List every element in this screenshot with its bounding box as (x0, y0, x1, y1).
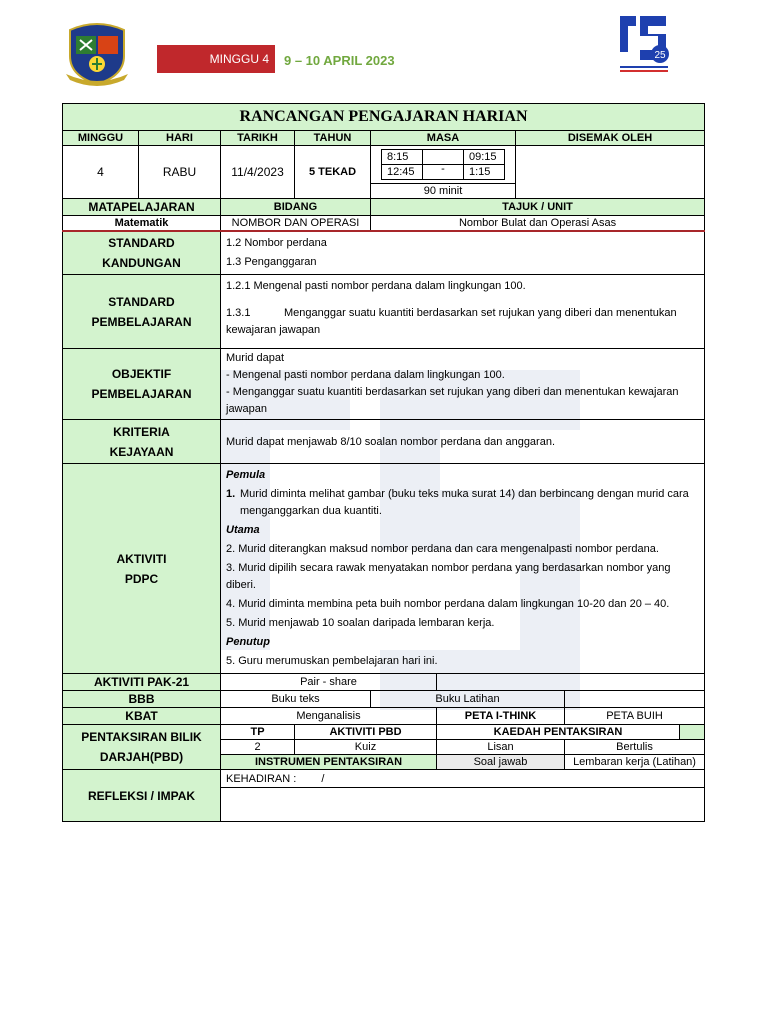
value-bbb-empty (565, 691, 705, 708)
content-objektif (221, 349, 705, 420)
kehadiran-slash: / (321, 772, 325, 785)
masa-start-2: 12:45 (382, 165, 423, 180)
value-kehadiran (221, 770, 705, 788)
header-minggu: MINGGU (63, 131, 139, 146)
ministry-logo (614, 10, 674, 76)
utama-item: 2. Murid diterangkan maksud nombor perdana dan cara mengenalpasti nombor perdana. (226, 543, 659, 555)
masa-times (371, 146, 516, 184)
header-tarikh: TARIKH (221, 131, 295, 146)
value-tahun: 5 TEKAD (295, 146, 371, 199)
value-kaedah-1: Lisan (437, 740, 565, 755)
utama-heading: Utama (226, 524, 260, 536)
value-bbb-1: Buku teks (221, 691, 371, 708)
value-bbb-2: Buku Latihan (371, 691, 565, 708)
header-matapelajaran: MATAPELAJARAN (63, 199, 221, 216)
header-instrumen: INSTRUMEN PENTAKSIRAN (221, 755, 437, 770)
objektif-line: - Mengenal pasti nombor perdana dalam lingkungan 100. (226, 369, 505, 381)
utama-item: 3. Murid dipilih secara rawak menyatakan nombor perdana yang berdasarkan nombor yang diberi. (226, 562, 671, 591)
sk-item: 1.3 Penganggaran (226, 256, 317, 268)
value-refleksi (221, 788, 705, 822)
masa-end-2: 1:15 (464, 165, 505, 180)
value-bidang: NOMBOR DAN OPERASI (221, 216, 371, 232)
content-standard-pembelajaran (221, 275, 705, 349)
label-sk-line2: KANDUNGAN (102, 256, 181, 270)
pbd-green-cell (680, 725, 705, 740)
objektif-line: Murid dapat (226, 352, 285, 364)
header-tahun: TAHUN (295, 131, 371, 146)
label-kk-line2: KEJAYAAN (109, 444, 174, 459)
objektif-line: - Menganggar suatu kuantiti berdasarkan set rujukan yang diberi dan menentukan kewajaran jawapan (226, 386, 679, 415)
svg-text:25: 25 (654, 50, 666, 61)
kehadiran-label: KEHADIRAN : (226, 772, 297, 785)
label-pbd-line1: PENTAKSIRAN BILIK (81, 730, 202, 744)
label-kk-line1: KRITERIA (113, 424, 170, 439)
label-aktiviti (63, 464, 221, 674)
value-kaedah-2: Bertulis (565, 740, 705, 755)
value-instrumen-1: Soal jawab (437, 755, 565, 770)
utama-item: 5. Murid menjawab 10 soalan daripada lembaran kerja. (226, 617, 495, 629)
penutup-item: 5. Guru merumuskan pembelajaran hari ini. (226, 655, 438, 667)
school-crest-logo (64, 16, 130, 88)
header-aktiviti-pbd: AKTIVITI PBD (295, 725, 437, 740)
label-kriteria (63, 420, 221, 464)
value-pak21-empty (437, 674, 705, 691)
label-pak21: AKTIVITI PAK-21 (63, 674, 221, 691)
label-refleksi: REFLEKSI / IMPAK (63, 770, 221, 822)
page-title: RANCANGAN PENGAJARAN HARIAN (63, 104, 705, 131)
value-matapelajaran: Matematik (63, 216, 221, 232)
lesson-plan-table (62, 103, 705, 822)
date-range: 9 – 10 APRIL 2023 (284, 53, 395, 68)
header-bidang: BIDANG (221, 199, 371, 216)
utama-item: 4. Murid diminta membina peta buih nombor perdana dalam lingkungan 10-20 dan 20 – 40. (226, 598, 670, 610)
value-aktiviti-pbd: Kuiz (295, 740, 437, 755)
masa-start-1: 8:15 (382, 150, 423, 165)
value-pak21: Pair - share (221, 674, 437, 691)
label-obj-line2: PEMBELAJARAN (91, 387, 192, 401)
value-hari: RABU (139, 146, 221, 199)
pemula-text: Murid diminta melihat gambar (buku teks muka surat 14) dan berbincang dengan murid cara menganggarkan dua kuantiti. (240, 488, 689, 517)
week-badge: MINGGU 4 (157, 45, 275, 73)
value-kbat: Menganalisis (221, 708, 437, 725)
label-akt-line2: PDPC (124, 571, 159, 586)
value-minggu: 4 (63, 146, 139, 199)
header-tp: TP (221, 725, 295, 740)
pemula-number: 1. (226, 488, 236, 500)
label-pbd-line2: DARJAH(PBD) (99, 750, 184, 764)
sp-item-1: 1.2.1 Mengenal pasti nombor perdana dalam lingkungan 100. (226, 280, 526, 292)
value-tarikh: 11/4/2023 (221, 146, 295, 199)
label-sp-line2: PEMBELAJARAN (91, 314, 192, 329)
content-standard-kandungan (221, 231, 705, 275)
label-sp-line1: STANDARD (108, 294, 175, 309)
label-objektif (63, 349, 221, 420)
content-kriteria: Murid dapat menjawab 8/10 soalan nombor perdana dan anggaran. (221, 420, 705, 464)
sp-item-2 (226, 305, 699, 339)
label-kbat: KBAT (63, 708, 221, 725)
pemula-heading: Pemula (226, 469, 266, 481)
label-obj-line1: OBJEKTIF (111, 367, 172, 381)
value-tp: 2 (221, 740, 295, 755)
label-pbd (63, 725, 221, 770)
label-sk-line1: STANDARD (108, 236, 175, 250)
label-bbb: BBB (63, 691, 221, 708)
content-aktiviti (221, 464, 705, 674)
sk-item: 1.2 Nombor perdana (226, 237, 327, 249)
penutup-heading: Penutup (226, 636, 270, 648)
value-ithink: PETA BUIH (565, 708, 705, 725)
sp-item-2-number: 1.3.1 (226, 307, 251, 319)
masa-dash: - (423, 165, 464, 180)
label-akt-line1: AKTIVITI (116, 551, 167, 566)
masa-end-1: 09:15 (464, 150, 505, 165)
header-tajuk: TAJUK / UNIT (371, 199, 705, 216)
value-durasi: 90 minit (371, 184, 516, 199)
label-ithink: PETA I-THINK (437, 708, 565, 725)
pemula-item (226, 486, 699, 520)
value-instrumen-2: Lembaran kerja (Latihan) (565, 755, 705, 770)
header-hari: HARI (139, 131, 221, 146)
label-standard-pembelajaran (63, 275, 221, 349)
header-masa: MASA (371, 131, 516, 146)
header-kaedah: KAEDAH PENTAKSIRAN (437, 725, 680, 740)
value-disemak (516, 146, 705, 199)
sp-item-2-text: Menganggar suatu kuantiti berdasarkan set rujukan yang diberi dan menentukan kewajaran jawapan (226, 307, 677, 336)
header-disemak: DISEMAK OLEH (516, 131, 705, 146)
label-standard-kandungan (63, 231, 221, 275)
value-tajuk: Nombor Bulat dan Operasi Asas (371, 216, 705, 232)
